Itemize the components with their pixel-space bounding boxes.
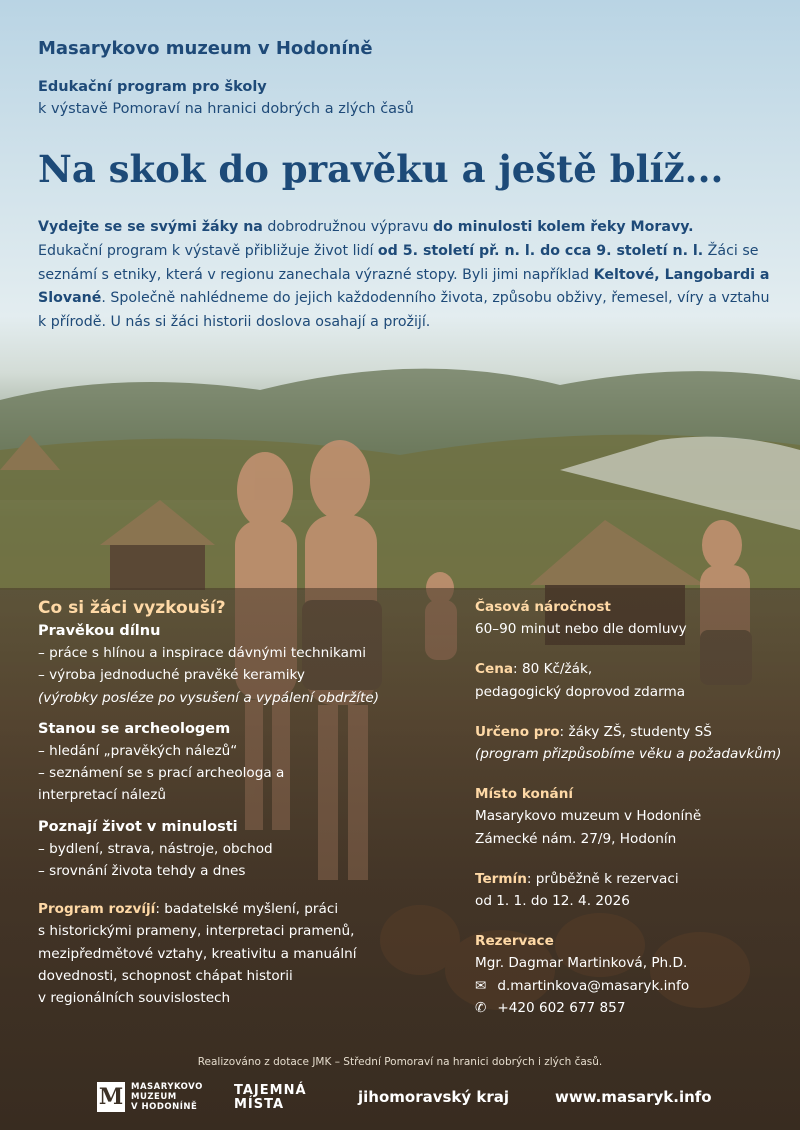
reservation-label: Rezervace — [475, 933, 554, 950]
tajemna-mista-text: TAJEMNÁ — [234, 1083, 307, 1098]
price-note: pedagogický doprovod zdarma — [475, 683, 686, 700]
list-item: – práce s hlínou a inspirace dávnými technikami — [38, 645, 367, 662]
intro-text: Vydejte se se svými žáky na — [38, 219, 263, 235]
term-label: Termín — [475, 870, 527, 887]
intro-text: od 5. století př. n. l. do cca 9. století n. l. — [377, 242, 704, 259]
contact-email-row — [475, 975, 785, 997]
audience-value: : žáky ZŠ, studenty SŠ — [559, 723, 712, 740]
museum-logo-mark: M — [98, 1084, 124, 1110]
section-heading: Stanou se archeologem — [38, 720, 231, 737]
skills-text: dovednosti, schopnost chápat historii — [38, 967, 293, 984]
funding-note: Realizováno z dotace JMK – Střední Pomoraví na hranici dobrých i zlých časů. — [197, 1056, 603, 1068]
skills-text: v regionálních souvislostech — [38, 990, 231, 1007]
audience-note: (program přizpůsobíme věku a požadavkům) — [475, 746, 782, 763]
exhibition-name: k výstavě Pomoraví na hranici dobrých a zlých časů — [38, 101, 414, 117]
skills-text: s historickými prameny, interpretaci pramenů, — [38, 923, 355, 940]
duration-label: Časová náročnost — [475, 599, 611, 615]
venue-label: Místo konání — [475, 786, 574, 803]
list-item: – srovnání života tehdy a dnes — [38, 863, 246, 880]
list-item: interpretací nálezů — [38, 787, 167, 804]
price-value: : 80 Kč/žák, — [513, 661, 593, 678]
audience — [475, 721, 785, 743]
website-link[interactable]: www.masaryk.info — [555, 1088, 712, 1106]
museum-logo-text: MASARYKOVO — [131, 1082, 203, 1092]
list-note: (výrobky posléze po vysušení a vypálení obdržíte) — [38, 689, 379, 706]
intro-text: dobrodružnou výpravu — [262, 219, 433, 235]
intro-text: do minulosti kolem řeky Moravy. — [432, 219, 694, 235]
intro-text: Edukační program k výstavě přibližuje život lidí — [38, 242, 378, 259]
phone-icon: ✆ — [475, 999, 487, 1016]
activities-column — [38, 596, 438, 1009]
museum-logo-text: MUZEUM — [131, 1092, 177, 1102]
contact-phone-row — [475, 997, 785, 1019]
tajemna-mista-text: MÍSTA — [234, 1097, 285, 1112]
tajemna-mista-logo — [234, 1084, 307, 1112]
intro-text: Keltové, Langobardi a Slované — [38, 266, 770, 307]
section-heading: Pravěkou dílnu — [38, 623, 161, 639]
skills-text: : badatelské myšlení, práci — [155, 901, 339, 918]
program-type: Edukační program pro školy — [38, 79, 267, 95]
contact-phone[interactable]: +420 602 677 857 — [497, 999, 626, 1016]
skills-paragraph — [38, 898, 438, 920]
audience-label: Určeno pro — [475, 723, 560, 740]
list-item: – seznámení se s prací archeologa a — [38, 765, 285, 782]
list-item: – bydlení, strava, nástroje, obchod — [38, 840, 273, 857]
term — [475, 868, 785, 890]
list-item: – hledání „pravěkých nálezů“ — [38, 743, 238, 760]
intro-text: . Společně nahlédneme do jejich každodenního života, způsobu obživy, řemesel, víry a vztahu k přírodě. U nás si žáci historii doslova osahají a prožijí. — [38, 290, 770, 331]
intro-text: Žáci se seznámí s etniky, která v regionu zanechala výrazné stopy. Byli jimi například — [38, 242, 759, 283]
museum-logo — [97, 1082, 203, 1112]
section-heading: Poznají život v minulosti — [38, 818, 238, 835]
details-column — [475, 596, 785, 1019]
page-title: Na skok do pravěku a ještě blíž... — [38, 147, 724, 191]
contact-email[interactable]: d.martinkova@masaryk.info — [497, 977, 690, 994]
price — [475, 658, 785, 680]
museum-logo-text: V HODONÍNĚ — [131, 1102, 198, 1112]
list-item: – výroba jednoduché pravěké keramiky — [38, 667, 305, 684]
term-value: : průběžně k rezervaci — [526, 870, 679, 887]
skills-text: mezipředmětové vztahy, kreativitu a manuální — [38, 945, 357, 962]
museum-name: Masarykovo muzeum v Hodoníně — [38, 38, 373, 59]
envelope-icon: ✉ — [475, 977, 487, 994]
skills-label: Program rozvíjí — [38, 901, 156, 918]
jmk-logo: jihomoravský kraj — [358, 1088, 510, 1106]
venue-address: Zámecké nám. 27/9, Hodonín — [475, 830, 677, 847]
logo-bar — [0, 1080, 800, 1120]
term-dates: od 1. 1. do 12. 4. 2026 — [475, 893, 630, 910]
price-label: Cena — [475, 661, 514, 678]
activities-title: Co si žáci vyzkouší? — [38, 598, 226, 618]
intro-paragraph — [38, 216, 773, 335]
venue-name: Masarykovo muzeum v Hodoníně — [475, 808, 702, 825]
contact-name: Mgr. Dagmar Martinková, Ph.D. — [475, 955, 688, 972]
duration-value: 60–90 minut nebo dle domluvy — [475, 621, 687, 638]
